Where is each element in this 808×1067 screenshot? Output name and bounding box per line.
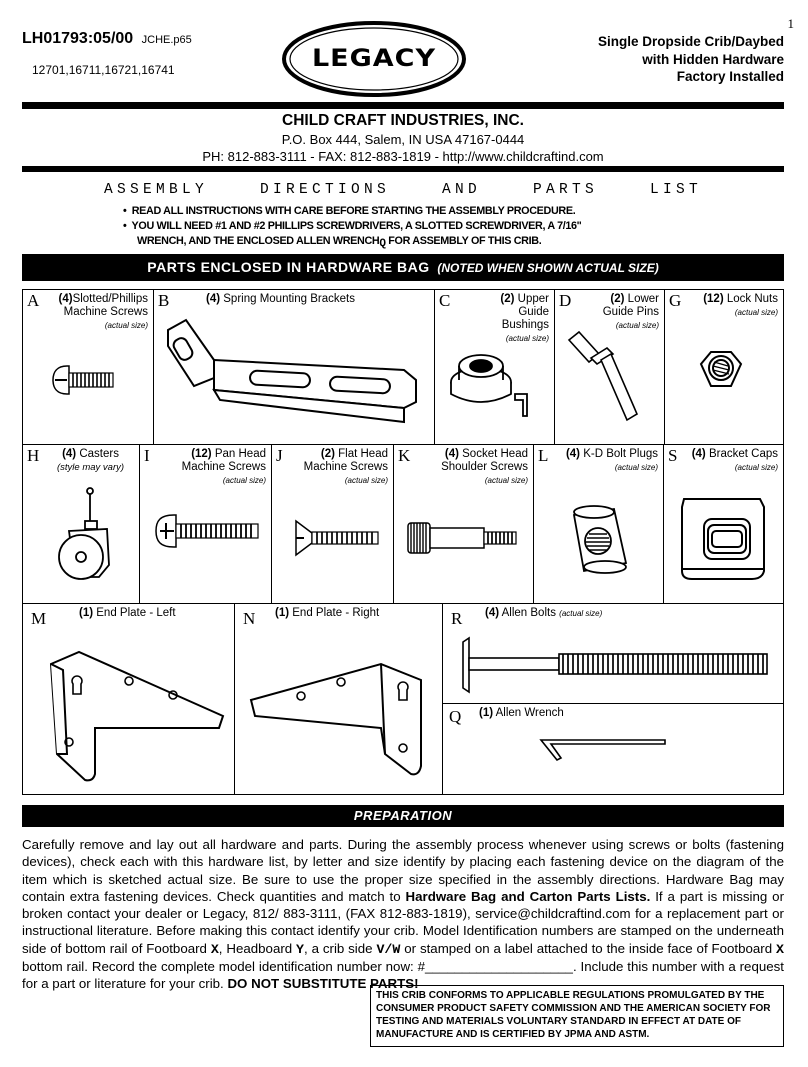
footboard-code: X (210, 941, 219, 957)
doc-id: LH01793:05/00 (22, 30, 134, 47)
instruction-1: • READ ALL INSTRUCTIONS WITH CARE BEFORE STARTING THE ASSEMBLY PROCEDURE. (123, 205, 576, 217)
shoulder-screw-drawing (394, 445, 534, 604)
headboard-code: Y (296, 941, 305, 957)
part-letter: R (451, 609, 463, 628)
wrench-letter: Q (379, 238, 386, 251)
part-cell-c (434, 289, 555, 445)
part-letter: J (276, 446, 283, 465)
part-label: (4) Casters (style may vary) (57, 448, 125, 473)
part-label: (12) Lock Nuts (actual size) (703, 293, 778, 317)
product-line-2: with Hidden Hardware (642, 51, 784, 67)
company-rule (22, 166, 784, 172)
part-cell-n (234, 603, 443, 795)
lock-nut-drawing (665, 290, 784, 445)
part-cell-h (22, 444, 140, 604)
part-label: (2) Lower Guide Pins (actual size) (602, 293, 659, 330)
slotted-screw-drawing (23, 290, 154, 445)
certification-box: THIS CRIB CONFORMS TO APPLICABLE REGULATIONS PROMULGATED BY THE CONSUMER PRODUCT SAFETY COMMISSION AND THE AMERICAN SOCIETY FOR TESTING AND MATERIALS VOLUNTARY STANDARD IN EFFECT AT DATE OF MANUFACTURE AND IS CERTIFIED BY JPMA AND ASTM. (370, 985, 784, 1047)
part-cell-q (442, 703, 784, 795)
page-title: ASSEMBLY DIRECTIONS AND PARTS LIST (103, 182, 703, 198)
part-letter: B (158, 291, 170, 310)
part-letter: S (668, 446, 678, 465)
instruction-3: WRENCH, AND THE ENCLOSED ALLEN WRENCHQ FOR ASSEMBLY OF THIS CRIB. (137, 235, 542, 251)
model-number-blank: ____________________ (425, 959, 573, 975)
bolt-plug-drawing (534, 445, 664, 604)
part-letter: L (538, 446, 549, 465)
product-line-3: Factory Installed (676, 69, 784, 84)
guide-bushing-drawing (435, 290, 555, 445)
preparation-text: Carefully remove and lay out all hardware and parts. During the assembly process whenever using screws or bolts (fastening devices), check each with this hardware list, by letter and size identify by placing each fastening device on the diagram of the item which is sketched actual size. Be sure to use the proper size specified in the assembly directions. Hardware Bag may contain extra fastening devices. Check quantities and match to Hardware Bag and Carton Parts Lists. If a part is missing or broken contact your dealer or Legacy, 812/ 883-3111, (FAX 812-883-1819), service@childcraftind.com for a replacement part or instructional literature. Before making this contact identify your crib. Model Identification numbers are stamped on the underneath side of bottom rail of Footboard X, Headboard Y, a crib side V/W or stamped on a label attached to the inside face of Footboard X bottom rail. Record the complete model identification number now: #____________________. Include this number with a request for a part or literature for your crib. DO NOT SUBSTITUTE PARTS! (22, 837, 785, 992)
part-cell-j (271, 444, 394, 604)
model-numbers: 12701,16711,16721,16741 (32, 63, 175, 77)
company-address: P.O. Box 444, Salem, IN USA 47167-0444 (281, 132, 525, 147)
part-cell-d (554, 289, 665, 445)
part-label: (4) Allen Bolts (actual size) (485, 607, 603, 619)
part-letter: C (439, 291, 451, 310)
page-number: 1 (787, 16, 794, 31)
part-letter: I (144, 446, 150, 465)
parts-band-note: (NOTED WHEN SHOWN ACTUAL SIZE) (437, 261, 659, 275)
product-line-1: Single Dropside Crib/Daybed (597, 34, 784, 49)
doc-file: JCHE.p65 (141, 34, 192, 46)
preparation-band (22, 805, 784, 827)
spring-bracket-drawing (154, 290, 435, 445)
guide-pin-drawing (555, 290, 665, 445)
end-plate-right-drawing (235, 604, 443, 795)
part-letter: H (27, 446, 40, 465)
part-label: (12) Pan Head Machine Screws (actual size) (181, 448, 266, 485)
company-name: CHILD CRAFT INDUSTRIES, INC. (282, 112, 524, 129)
instruction-list (123, 204, 581, 253)
part-letter: G (669, 291, 682, 310)
side-code: V/W (376, 941, 401, 957)
part-cell-b (153, 289, 435, 445)
bracket-cap-drawing (664, 445, 784, 604)
legacy-logo (280, 20, 468, 98)
part-letter: N (243, 609, 256, 628)
part-label: (4) Spring Mounting Brackets (206, 293, 355, 305)
logo-text: LEGACY (311, 44, 437, 73)
caster-drawing (23, 445, 140, 604)
company-block (22, 111, 784, 165)
allen-bolt-drawing (443, 604, 784, 704)
part-cell-l (533, 444, 664, 604)
part-label: (1) Allen Wrench (479, 707, 564, 719)
company-contact: PH: 812-883-3111 - FAX: 812-883-1819 - http://www.childcraftind.com (202, 149, 604, 164)
part-label: (4) K-D Bolt Plugs (actual size) (565, 448, 658, 472)
doc-id-line (22, 30, 192, 48)
part-letter: Q (449, 707, 462, 726)
part-label: (1) End Plate - Right (275, 607, 380, 619)
part-label: (2) Flat Head Machine Screws (actual size) (303, 448, 388, 485)
part-label: (1) End Plate - Left (79, 607, 176, 619)
part-cell-k (393, 444, 534, 604)
part-letter: M (31, 609, 47, 628)
flat-head-screw-drawing (272, 445, 394, 604)
pan-head-screw-drawing (140, 445, 272, 604)
instruction-2: • YOU WILL NEED #1 AND #2 PHILLIPS SCREWDRIVERS, A SLOTTED SCREWDRIVER, A 7/16" (123, 220, 582, 233)
product-title (598, 33, 784, 86)
end-plate-left-drawing (23, 604, 235, 795)
part-cell-i (139, 444, 272, 604)
part-label: (4) Bracket Caps (actual size) (691, 448, 778, 472)
preparation-heading: PREPARATION (353, 808, 453, 823)
part-cell-g (664, 289, 784, 445)
part-letter: D (559, 291, 572, 310)
parts-band (22, 254, 784, 281)
part-cell-s (663, 444, 784, 604)
part-label: (4)Slotted/Phillips Machine Screws (actual size) (58, 293, 148, 330)
part-letter: K (398, 446, 411, 465)
part-letter: A (27, 291, 40, 310)
allen-wrench-drawing (443, 704, 784, 795)
part-cell-m (22, 603, 235, 795)
part-cell-a (22, 289, 154, 445)
footboard-code-2: X (776, 941, 784, 957)
parts-band-title: PARTS ENCLOSED IN HARDWARE BAG (147, 259, 430, 275)
part-label: (4) Socket Head Shoulder Screws (actual size) (441, 448, 528, 485)
top-rule (22, 102, 784, 109)
part-cell-r (442, 603, 784, 704)
part-label: (2) Upper Guide Bushings (actual size) (500, 293, 549, 343)
